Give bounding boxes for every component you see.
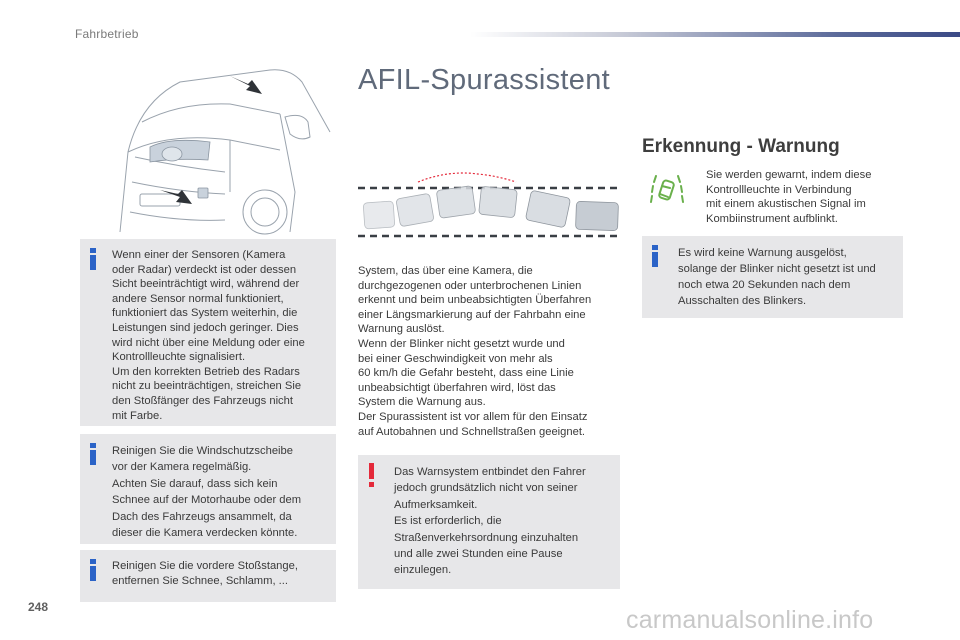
warning-lamp-description: Sie werden gewarnt, indem diese Kontrollleuchte in Verbindung mit einem akustischen Signal im Kombiinstrument aufblinkt. — [706, 169, 872, 225]
header-bar — [470, 32, 960, 37]
lane-departure-illustration — [358, 168, 622, 246]
info-icon — [89, 248, 97, 270]
info-box-indicator-text: Es wird keine Warnung ausgelöst, solange der Blinker nicht gesetzt ist und noch etwa 20 Sekunden nach dem Ausschalten des Blinkers. — [678, 247, 876, 307]
info-icon — [89, 559, 97, 581]
info-box-sensors-text: Wenn einer der Sensoren (Kamera oder Radar) verdeckt ist oder dessen Sicht beeinträchtigt wird, während der andere Sensor normal funktioniert, funktioniert das System weiterhin, die Leistungen sind jedoch geringer. Dies wird nicht über eine Meldung oder eine Kontrollleuchte signalisiert. Um den korrekten Betrieb des Radars nicht zu beeinträchtigen, streichen Sie den Stoßfänger des Fahrzeugs nicht mit Farbe. — [112, 249, 305, 422]
page-title: AFIL-Spurassistent — [358, 64, 610, 96]
lane-departure-warning-icon — [650, 172, 684, 208]
warning-box — [358, 455, 620, 589]
car-front-illustration — [80, 62, 336, 242]
info-box-sensors — [80, 239, 336, 426]
info-box-bumper-text: Reinigen Sie die vordere Stoßstange, entfernen Sie Schnee, Schlamm, ... — [112, 560, 298, 587]
info-icon — [89, 443, 97, 465]
watermark: carmanualsonline.info — [626, 606, 874, 634]
page-number: 248 — [28, 600, 49, 614]
info-icon — [651, 245, 659, 267]
description-text: System, das über eine Kamera, die durchgezogenen oder unterbrochenen Linien erkennt und beim unbeabsichtigten Überfahren einer Längsmarkierung auf der Fahrbahn eine Warnung auslöst. Wenn der Blinker nicht gesetzt wurde und bei einer Geschwindigkeit von mehr als 60 km/h die Gefahr besteht, dass eine Linie unbeabsichtigt überfahren wird, löst das System die Warnung aus. Der Spurassistent ist vor allem für den Einsatz auf Autobahnen und Schnellstraßen geeignet. — [358, 265, 592, 438]
info-box-windshield — [80, 434, 336, 544]
section-subtitle: Erkennung - Warnung — [642, 136, 840, 157]
warning-box-text: Das Warnsystem entbindet den Fahrer jedoch grundsätzlich nicht von seiner Aufmerksamkeit. Es ist erforderlich, die Straßenverkehrsordnung einzuhalten und alle zwei Stunden eine Pause einzulegen. — [394, 466, 586, 577]
info-box-bumper — [80, 550, 336, 602]
info-box-windshield-text: Reinigen Sie die Windschutzscheibe vor der Kamera regelmäßig. Achten Sie darauf, dass sich kein Schnee auf der Motorhaube oder dem Dach des Fahrzeugs ansammelt, da dieser die Kamera verdecken könnte. — [112, 445, 302, 540]
section-label: Fahrbetrieb — [75, 27, 139, 41]
info-box-indicator — [642, 236, 903, 318]
exclamation-icon — [368, 463, 376, 487]
